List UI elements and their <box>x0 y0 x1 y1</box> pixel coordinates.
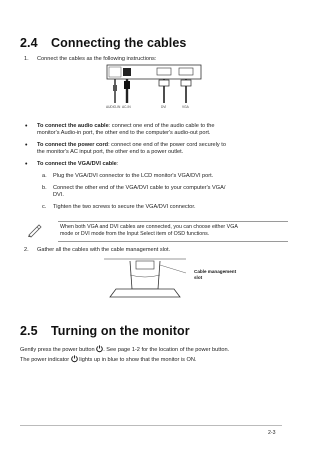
step-2-text: Gather all the cables with the cable management slot. <box>37 247 171 253</box>
note-rule-bottom <box>58 241 288 242</box>
port-label-ac: AC-IN <box>122 105 131 109</box>
turn-on-line-1b: . See page 1-2 for the location of the power button. <box>103 347 230 353</box>
turn-on-line-2b: lights up in blue to show that the monitor is ON. <box>79 357 197 363</box>
note-text <box>60 224 292 238</box>
step-2-number: 2. <box>24 247 29 253</box>
bullet-dot: • <box>25 123 28 130</box>
cable-slot-callout <box>194 269 236 280</box>
bullet-power-text: : connect one end of the power cord securely to <box>108 142 226 148</box>
callout-line <box>160 265 186 273</box>
section-number: 2.4 <box>20 36 38 50</box>
cable-management-slot <box>136 261 154 269</box>
callout-line-1: Cable management <box>194 269 237 274</box>
back-panel-illustration <box>105 63 215 109</box>
substep-b-letter: b. <box>42 185 47 191</box>
substep-b-text: Connect the other end of the VGA/DVI cable to your computer's VGA/ <box>53 185 226 191</box>
port-label-vga: VGA <box>182 105 189 109</box>
step-1-text: Connect the cables as the following instructions: <box>37 56 157 62</box>
dvi-port <box>157 68 171 75</box>
page-number: 2-3 <box>268 430 276 436</box>
port-label-dvi: DVI <box>161 105 167 109</box>
substep-c-text: Tighten the two screws to secure the VGA/DVI connector. <box>53 204 196 210</box>
section-heading-2-5 <box>20 324 190 338</box>
stand-base <box>110 289 180 297</box>
turn-on-line-2a: The power indicator <box>20 357 70 363</box>
note-line-1: When both VGA and DVI cables are connected, you can choose either VGA <box>60 224 238 230</box>
section-heading-2-4 <box>20 36 186 50</box>
power-plug <box>124 81 130 89</box>
section-title: Connecting the cables <box>51 36 187 50</box>
power-icon <box>71 355 78 362</box>
turn-on-line-1 <box>20 345 290 354</box>
substep-c-letter: c. <box>42 204 47 210</box>
audio-in-port <box>109 67 121 77</box>
bullet-dot: • <box>25 161 28 168</box>
bullet-vga <box>37 161 118 168</box>
footer-rule <box>20 425 282 426</box>
vga-connector <box>181 80 191 86</box>
substep-b-cont: DVI. <box>53 192 64 199</box>
bullet-audio-title: To connect the audio cable <box>37 123 109 129</box>
section-number: 2.5 <box>20 324 38 338</box>
note-line-2: mode or DVI mode from the Input Select item of OSD functions. <box>60 231 210 238</box>
vga-port <box>179 68 193 75</box>
bullet-power-title: To connect the power cord <box>37 142 109 148</box>
bullet-power-cont: the monitor's AC input port, the other end to a power outlet. <box>37 149 184 156</box>
bullet-dot: • <box>25 142 28 149</box>
port-label-audio: AUDIO-IN <box>106 105 121 109</box>
section-title: Turning on the monitor <box>51 324 190 338</box>
bullet-power <box>37 142 287 157</box>
turn-on-line-2 <box>20 355 290 364</box>
bullet-audio-text: : connect one end of the audio cable to the <box>108 123 215 129</box>
callout-line-2: slot <box>194 274 203 280</box>
substep-a-letter: a. <box>42 173 47 179</box>
note-rule-top <box>58 221 288 222</box>
audio-plug <box>113 85 117 91</box>
step-1-number: 1. <box>24 56 29 62</box>
substep-a-text: Plug the VGA/DVI connector to the LCD monitor's VGA/DVI port. <box>53 173 214 179</box>
bullet-vga-title: To connect the VGA/DVI cable <box>37 161 117 167</box>
substep-b <box>53 185 288 200</box>
power-icon <box>96 345 103 352</box>
bullet-audio-cont: monitor's Audio-in port, the other end to the computer's audio-out port. <box>37 130 211 137</box>
ac-in-port <box>123 68 131 76</box>
bullet-audio <box>37 123 287 138</box>
dvi-connector <box>159 80 169 86</box>
pencil-note-icon <box>27 223 43 237</box>
bullet-vga-text: : <box>116 161 119 167</box>
turn-on-line-1a: Gently press the power button <box>20 347 95 353</box>
